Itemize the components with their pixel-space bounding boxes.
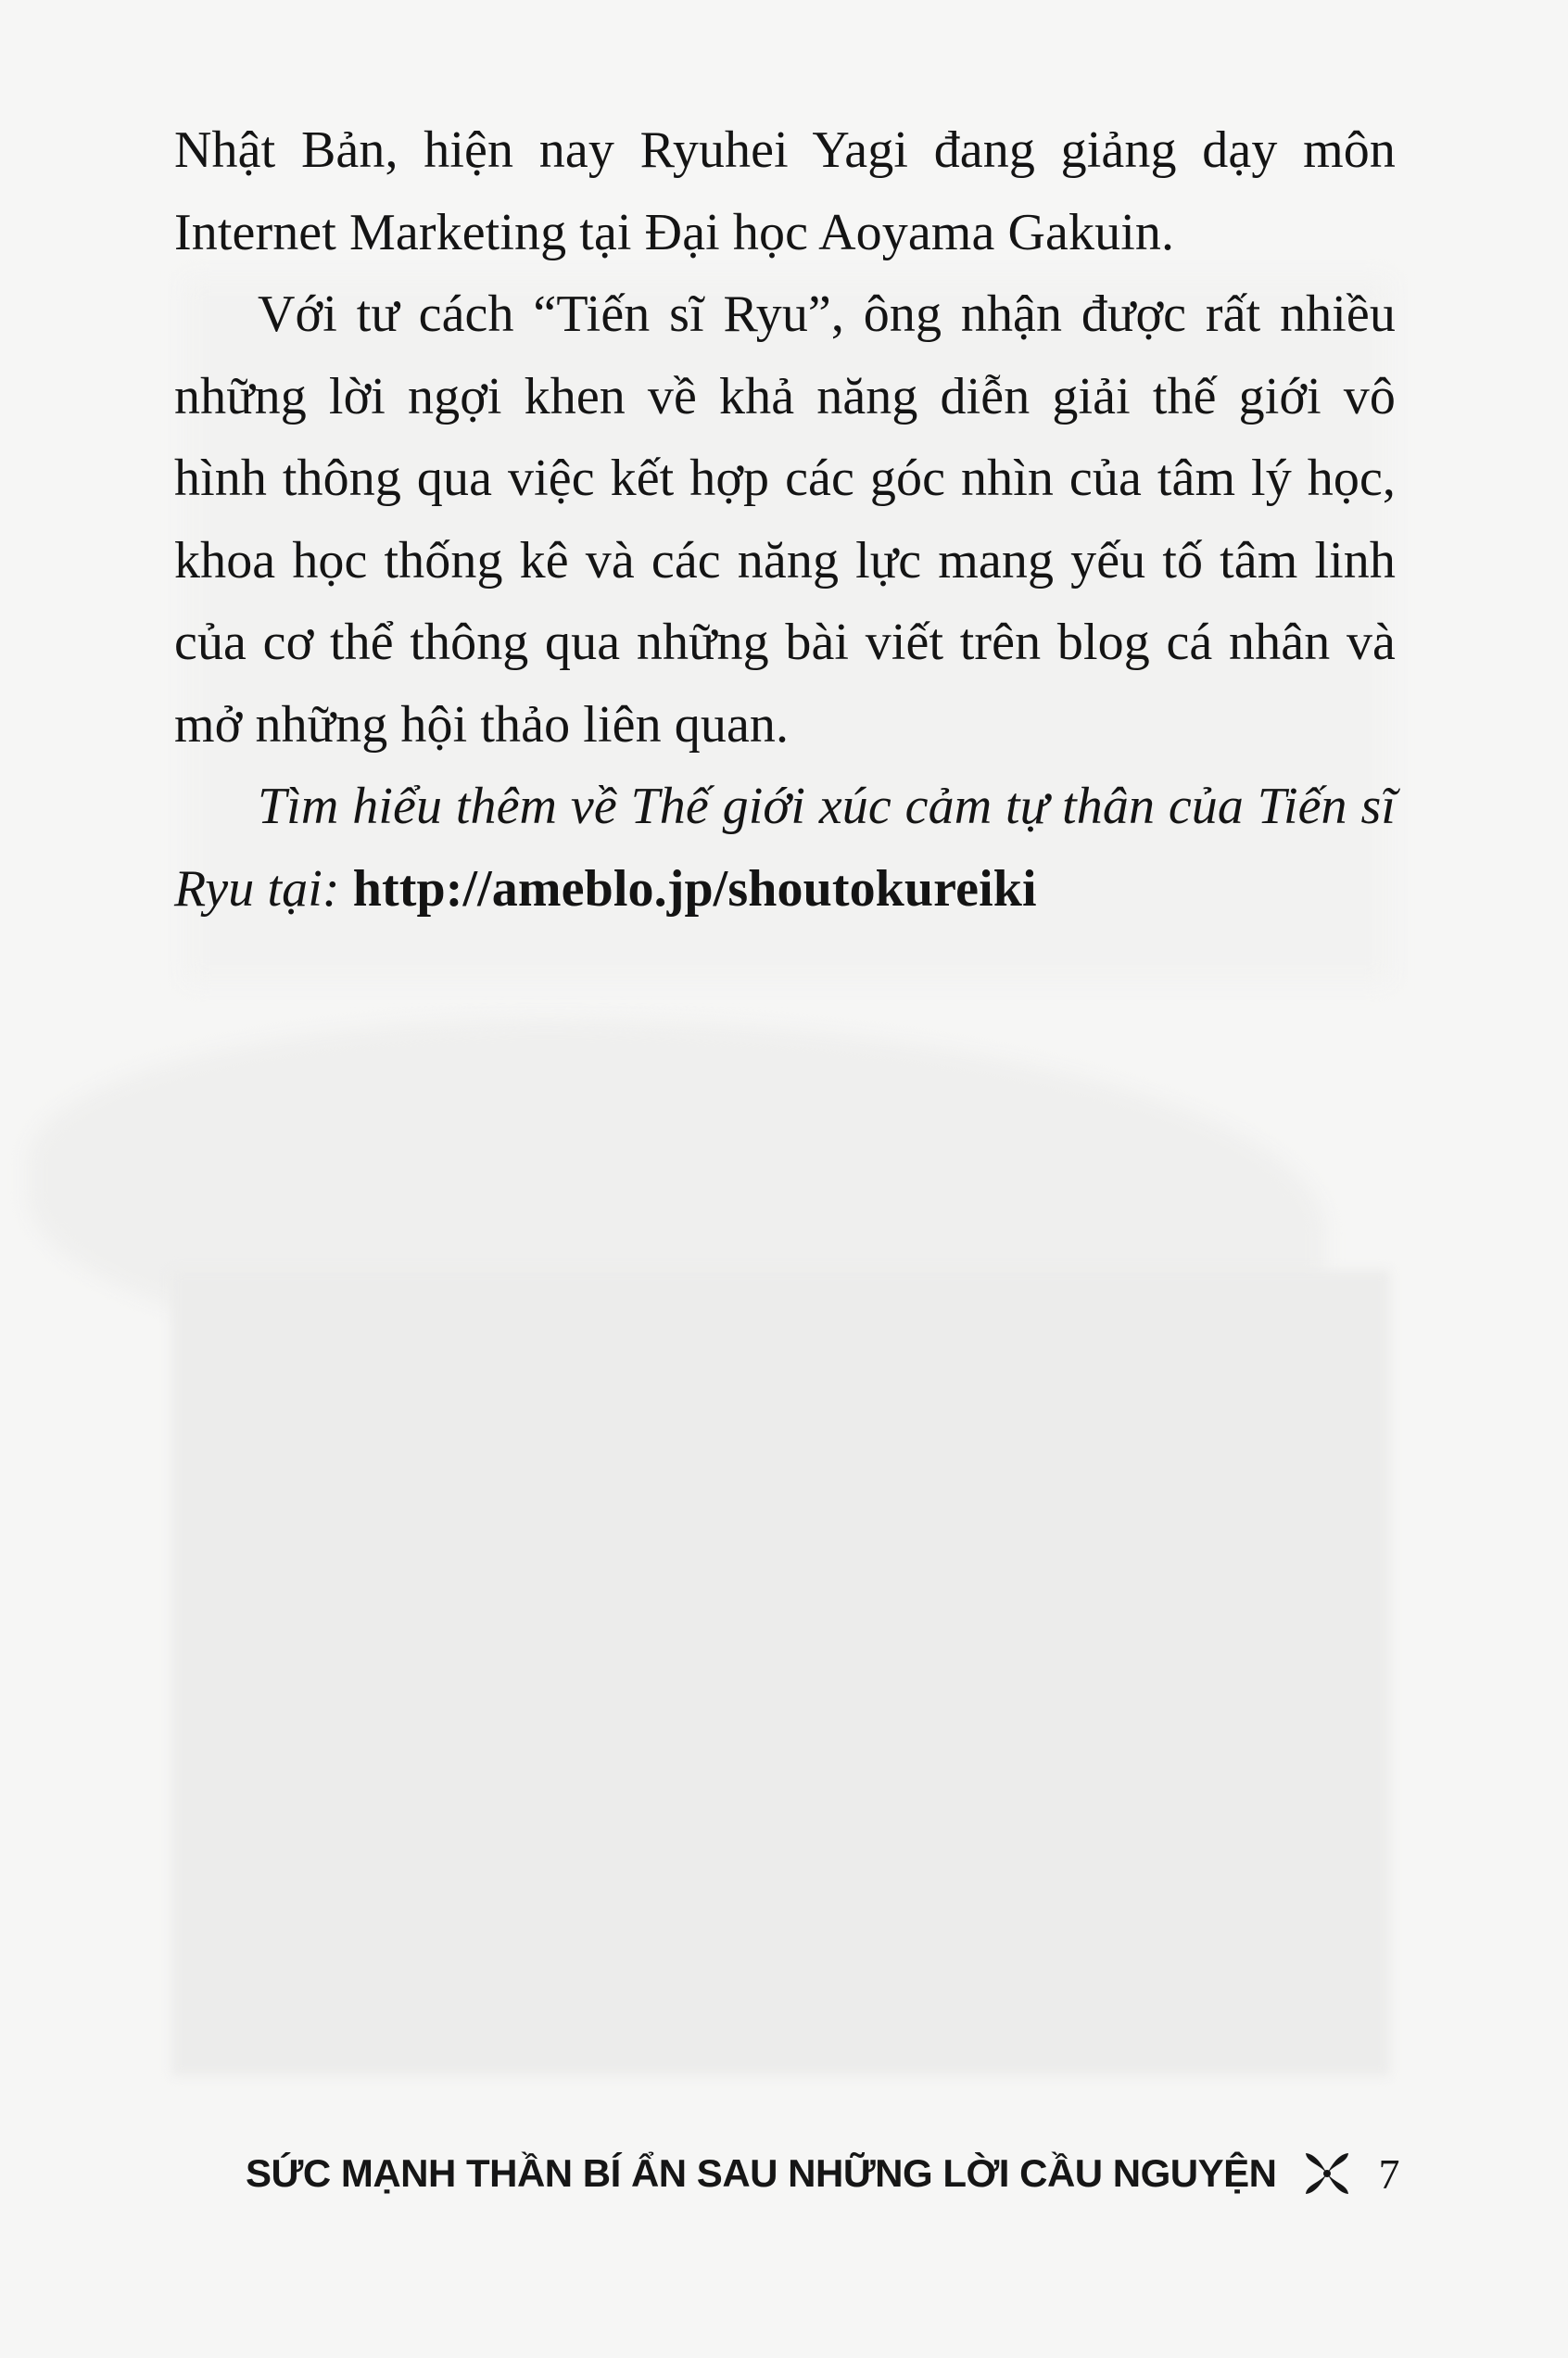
bleed-through-shade bbox=[171, 1270, 1390, 2076]
paragraph-more-info bbox=[174, 766, 1396, 930]
blog-url-link[interactable]: http://ameblo.jp/shoutokureiki bbox=[352, 859, 1037, 918]
page-body-text bbox=[174, 109, 1396, 930]
page-number: 7 bbox=[1378, 2149, 1399, 2198]
four-petal-ornament-icon bbox=[1301, 2148, 1353, 2200]
paragraph-author-bio: Với tư cách “Tiến sĩ Ryu”, ông nhận được rất nhiều những lời ngợi khen về khả năng diễn giải thế giới vô hình thông qua việc kết hợp các góc nhìn của tâm lý học, khoa học thống kê và các năng lực mang yếu tố tâm linh của cơ thể thông qua những bài viết trên blog cá nhân và mở những hội thảo liên quan. bbox=[174, 285, 1396, 754]
page-footer bbox=[245, 2141, 1399, 2206]
running-title: SỨC MẠNH THẦN BÍ ẨN SAU NHỮNG LỜI CẦU NGUYỆN bbox=[245, 2151, 1277, 2195]
more-info-italic-text: Tìm hiểu thêm về Thế giới xúc cảm tự thân của Tiến sĩ Ryu tại: bbox=[174, 778, 1396, 918]
paragraph-continued: Nhật Bản, hiện nay Ryuhei Yagi đang giảng dạy môn Internet Marketing tại Đại học Aoyama Gakuin. bbox=[174, 121, 1396, 261]
